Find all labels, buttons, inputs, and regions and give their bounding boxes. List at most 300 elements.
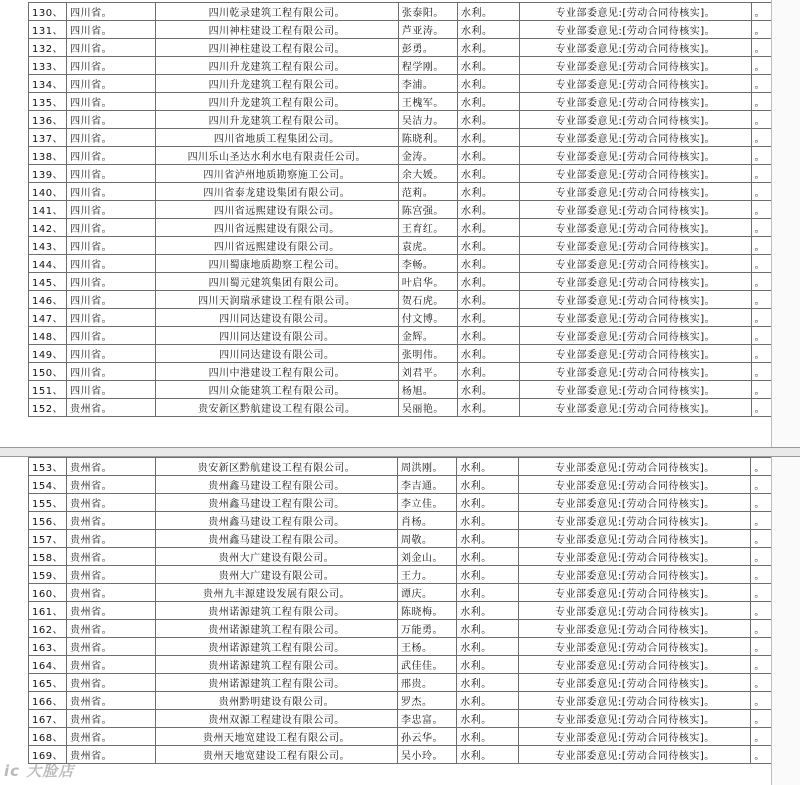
row-number: 155、 [29,494,67,512]
province-cell: 四川省。 [67,363,156,381]
province-cell: 四川省。 [67,57,156,75]
specialty-cell: 水利。 [458,363,520,381]
remark-cell: 。 [751,381,799,399]
province-cell: 四川省。 [67,327,156,345]
table-row [29,147,800,165]
remark-cell: 。 [751,494,800,512]
review-note-cell: 专业部委意见:[劳动合同待核实]。 [520,255,752,273]
remark-cell: 。 [751,291,799,309]
review-note-cell: 专业部委意见:[劳动合同待核实]。 [519,476,751,494]
review-note-cell: 专业部委意见:[劳动合同待核实]。 [520,219,752,237]
company-cell: 贵州天地宽建设工程有限公司。 [156,746,398,764]
remark-cell: 。 [751,548,800,566]
review-note-cell: 专业部委意见:[劳动合同待核实]。 [520,39,752,57]
person-name-cell: 程学刚。 [398,57,457,75]
company-cell: 四川升龙建筑工程有限公司。 [155,111,398,129]
table-row [29,399,800,417]
person-name-cell: 余大媛。 [398,165,457,183]
province-cell: 四川省。 [67,3,156,21]
specialty-cell: 水利。 [457,602,519,620]
table-row [29,728,800,746]
person-name-cell: 陈宫强。 [398,201,457,219]
table-row [29,327,800,345]
company-cell: 贵州鑫马建设工程有限公司。 [156,512,398,530]
row-number: 130、 [29,3,67,21]
remark-cell: 。 [751,237,799,255]
review-note-cell: 专业部委意见:[劳动合同待核实]。 [520,57,752,75]
person-name-cell: 李畅。 [398,255,457,273]
person-name-cell: 李吉通。 [398,476,457,494]
review-note-cell: 专业部委意见:[劳动合同待核实]。 [519,710,751,728]
province-cell: 四川省。 [67,93,156,111]
review-note-cell: 专业部委意见:[劳动合同待核实]。 [519,728,751,746]
row-number: 168、 [29,728,67,746]
table-row [29,345,800,363]
province-cell: 贵州省。 [67,494,156,512]
specialty-cell: 水利。 [457,530,519,548]
person-name-cell: 谭庆。 [398,584,457,602]
province-cell: 四川省。 [67,291,156,309]
province-cell: 贵州省。 [67,584,156,602]
person-name-cell: 张明伟。 [398,345,457,363]
company-cell: 贵州鑫马建设工程有限公司。 [156,476,398,494]
row-number: 167、 [29,710,67,728]
row-number: 166、 [29,692,67,710]
specialty-cell: 水利。 [457,674,519,692]
row-number: 169、 [29,746,67,764]
table-row [29,674,800,692]
remark-cell: 。 [751,201,799,219]
specialty-cell: 水利。 [457,458,519,476]
company-cell: 贵州诺源建筑工程有限公司。 [156,638,398,656]
specialty-cell: 水利。 [457,548,519,566]
table-row [29,710,800,728]
person-name-cell: 贺石虎。 [398,291,457,309]
remark-cell: 。 [751,476,800,494]
review-note-cell: 专业部委意见:[劳动合同待核实]。 [520,93,752,111]
specialty-cell: 水利。 [458,57,520,75]
review-note-cell: 专业部委意见:[劳动合同待核实]。 [520,165,752,183]
specialty-cell: 水利。 [458,201,520,219]
row-number: 148、 [29,327,67,345]
specialty-cell: 水利。 [458,111,520,129]
table-row [29,530,800,548]
person-name-cell: 李忠富。 [398,710,457,728]
province-cell: 贵州省。 [67,602,156,620]
review-note-cell: 专业部委意见:[劳动合同待核实]。 [520,201,752,219]
company-cell: 四川同达建设有限公司。 [155,309,398,327]
table-row [29,363,800,381]
specialty-cell: 水利。 [458,39,520,57]
remark-cell: 。 [751,620,800,638]
remark-cell: 。 [751,111,799,129]
list-table-page-1 [28,2,800,417]
specialty-cell: 水利。 [458,165,520,183]
remark-cell: 。 [751,183,799,201]
review-note-cell: 专业部委意见:[劳动合同待核实]。 [519,656,751,674]
row-number: 137、 [29,129,67,147]
review-note-cell: 专业部委意见:[劳动合同待核实]。 [519,566,751,584]
table-row [29,237,800,255]
remark-cell: 。 [751,327,799,345]
remark-cell: 。 [751,602,800,620]
specialty-cell: 水利。 [458,3,520,21]
table-row [29,309,800,327]
province-cell: 四川省。 [67,237,156,255]
table-row [29,39,800,57]
province-cell: 四川省。 [67,201,156,219]
table-row [29,3,800,21]
company-cell: 四川神柱建设工程有限公司。 [155,39,398,57]
review-note-cell: 专业部委意见:[劳动合同待核实]。 [519,458,751,476]
specialty-cell: 水利。 [458,309,520,327]
company-cell: 四川神柱建设工程有限公司。 [155,21,398,39]
remark-cell: 。 [751,147,799,165]
province-cell: 四川省。 [67,255,156,273]
row-number: 160、 [29,584,67,602]
table-row [29,93,800,111]
company-cell: 贵州双源工程建设有限公司。 [156,710,398,728]
person-name-cell: 邢贵。 [398,674,457,692]
review-note-cell: 专业部委意见:[劳动合同待核实]。 [520,111,752,129]
specialty-cell: 水利。 [458,381,520,399]
company-cell: 贵州大广建设有限公司。 [156,566,398,584]
remark-cell: 。 [751,674,800,692]
row-number: 139、 [29,165,67,183]
remark-cell: 。 [751,21,799,39]
table-row [29,75,800,93]
table-row [29,494,800,512]
company-cell: 四川乾录建筑工程有限公司。 [155,3,398,21]
row-number: 156、 [29,512,67,530]
row-number: 152、 [29,399,67,417]
remark-cell: 。 [751,129,799,147]
specialty-cell: 水利。 [457,494,519,512]
review-note-cell: 专业部委意见:[劳动合同待核实]。 [520,183,752,201]
province-cell: 四川省。 [67,381,156,399]
province-cell: 四川省。 [67,39,156,57]
review-note-cell: 专业部委意见:[劳动合同待核实]。 [520,273,752,291]
person-name-cell: 刘君平。 [398,363,457,381]
review-note-cell: 专业部委意见:[劳动合同待核实]。 [520,129,752,147]
province-cell: 贵州省。 [67,674,156,692]
row-number: 142、 [29,219,67,237]
remark-cell: 。 [751,363,799,381]
row-number: 151、 [29,381,67,399]
table-row [29,255,800,273]
person-name-cell: 王育红。 [398,219,457,237]
province-cell: 四川省。 [67,183,156,201]
company-cell: 贵州黔明建设有限公司。 [156,692,398,710]
row-number: 150、 [29,363,67,381]
specialty-cell: 水利。 [458,273,520,291]
company-cell: 贵州诺源建筑工程有限公司。 [156,620,398,638]
review-note-cell: 专业部委意见:[劳动合同待核实]。 [519,674,751,692]
remark-cell: 。 [751,458,800,476]
row-number: 149、 [29,345,67,363]
company-cell: 四川升龙建筑工程有限公司。 [155,57,398,75]
review-note-cell: 专业部委意见:[劳动合同待核实]。 [520,75,752,93]
company-cell: 四川省泸州地质勘察施工公司。 [155,165,398,183]
specialty-cell: 水利。 [458,345,520,363]
specialty-cell: 水利。 [458,237,520,255]
person-name-cell: 吴小玲。 [398,746,457,764]
specialty-cell: 水利。 [457,746,519,764]
table-row [29,219,800,237]
review-note-cell: 专业部委意见:[劳动合同待核实]。 [519,584,751,602]
review-note-cell: 专业部委意见:[劳动合同待核实]。 [520,147,752,165]
specialty-cell: 水利。 [457,728,519,746]
row-number: 145、 [29,273,67,291]
specialty-cell: 水利。 [458,255,520,273]
row-number: 141、 [29,201,67,219]
table-row [29,273,800,291]
remark-cell: 。 [751,57,799,75]
table-row [29,620,800,638]
specialty-cell: 水利。 [457,512,519,530]
table-row [29,129,800,147]
row-number: 147、 [29,309,67,327]
row-number: 163、 [29,638,67,656]
specialty-cell: 水利。 [458,21,520,39]
table-row [29,476,800,494]
person-name-cell: 金涛。 [398,147,457,165]
remark-cell: 。 [751,746,800,764]
province-cell: 四川省。 [67,111,156,129]
remark-cell: 。 [751,309,799,327]
table-row [29,57,800,75]
remark-cell: 。 [751,273,799,291]
province-cell: 贵州省。 [67,656,156,674]
company-cell: 贵州诺源建筑工程有限公司。 [156,602,398,620]
review-note-cell: 专业部委意见:[劳动合同待核实]。 [520,381,752,399]
table-row [29,165,800,183]
review-note-cell: 专业部委意见:[劳动合同待核实]。 [520,309,752,327]
person-name-cell: 罗杰。 [398,692,457,710]
company-cell: 四川升龙建筑工程有限公司。 [155,93,398,111]
company-cell: 四川省地质工程集团公司。 [155,129,398,147]
review-note-cell: 专业部委意见:[劳动合同待核实]。 [519,746,751,764]
province-cell: 贵州省。 [67,620,156,638]
company-cell: 贵安新区黔航建设工程有限公司。 [155,399,398,417]
person-name-cell: 武佳佳。 [398,656,457,674]
specialty-cell: 水利。 [458,219,520,237]
province-cell: 贵州省。 [67,710,156,728]
province-cell: 四川省。 [67,345,156,363]
table-row [29,21,800,39]
company-cell: 贵安新区黔航建设工程有限公司。 [156,458,398,476]
page-margin-right [771,457,800,785]
table-row [29,548,800,566]
remark-cell: 。 [751,512,800,530]
row-number: 162、 [29,620,67,638]
remark-cell: 。 [751,728,800,746]
province-cell: 贵州省。 [67,746,156,764]
person-name-cell: 陈晓梅。 [398,602,457,620]
table-row [29,512,800,530]
company-cell: 四川省泰龙建设集团有限公司。 [155,183,398,201]
specialty-cell: 水利。 [458,147,520,165]
table-page-2 [0,457,800,785]
table-row [29,602,800,620]
row-number: 133、 [29,57,67,75]
company-cell: 四川省远熙建设有限公司。 [155,237,398,255]
table-row [29,458,800,476]
province-cell: 贵州省。 [67,548,156,566]
specialty-cell: 水利。 [458,129,520,147]
remark-cell: 。 [751,399,799,417]
company-cell: 四川众能建筑工程有限公司。 [155,381,398,399]
review-note-cell: 专业部委意见:[劳动合同待核实]。 [520,363,752,381]
province-cell: 贵州省。 [67,458,156,476]
page-margin-right [771,0,800,447]
person-name-cell: 王槐军。 [398,93,457,111]
province-cell: 贵州省。 [67,728,156,746]
person-name-cell: 范莉。 [398,183,457,201]
review-note-cell: 专业部委意见:[劳动合同待核实]。 [519,602,751,620]
person-name-cell: 芦亚涛。 [398,21,457,39]
row-number: 146、 [29,291,67,309]
province-cell: 贵州省。 [67,566,156,584]
province-cell: 四川省。 [67,219,156,237]
row-number: 132、 [29,39,67,57]
person-name-cell: 叶启华。 [398,273,457,291]
person-name-cell: 袁虎。 [398,237,457,255]
table-row [29,566,800,584]
row-number: 159、 [29,566,67,584]
remark-cell: 。 [751,219,799,237]
specialty-cell: 水利。 [458,399,520,417]
person-name-cell: 周敬。 [398,530,457,548]
table-row [29,638,800,656]
province-cell: 贵州省。 [67,692,156,710]
specialty-cell: 水利。 [457,692,519,710]
specialty-cell: 水利。 [457,584,519,602]
review-note-cell: 专业部委意见:[劳动合同待核实]。 [519,620,751,638]
specialty-cell: 水利。 [457,476,519,494]
remark-cell: 。 [751,345,799,363]
specialty-cell: 水利。 [457,566,519,584]
review-note-cell: 专业部委意见:[劳动合同待核实]。 [520,21,752,39]
company-cell: 四川升龙建筑工程有限公司。 [155,75,398,93]
remark-cell: 。 [751,165,799,183]
row-number: 157、 [29,530,67,548]
review-note-cell: 专业部委意见:[劳动合同待核实]。 [520,237,752,255]
specialty-cell: 水利。 [457,620,519,638]
review-note-cell: 专业部委意见:[劳动合同待核实]。 [520,291,752,309]
province-cell: 四川省。 [67,21,156,39]
remark-cell: 。 [751,566,800,584]
row-number: 158、 [29,548,67,566]
row-number: 134、 [29,75,67,93]
person-name-cell: 付文博。 [398,309,457,327]
person-name-cell: 张泰阳。 [398,3,457,21]
review-note-cell: 专业部委意见:[劳动合同待核实]。 [519,530,751,548]
province-cell: 贵州省。 [67,476,156,494]
person-name-cell: 王杨。 [398,638,457,656]
specialty-cell: 水利。 [458,93,520,111]
province-cell: 四川省。 [67,129,156,147]
table-row [29,381,800,399]
person-name-cell: 李立佳。 [398,494,457,512]
page-break [0,447,800,457]
province-cell: 四川省。 [67,309,156,327]
remark-cell: 。 [751,93,799,111]
remark-cell: 。 [751,3,799,21]
province-cell: 四川省。 [67,273,156,291]
review-note-cell: 专业部委意见:[劳动合同待核实]。 [520,399,752,417]
review-note-cell: 专业部委意见:[劳动合同待核实]。 [520,3,752,21]
row-number: 140、 [29,183,67,201]
company-cell: 贵州九丰源建设发展有限公司。 [156,584,398,602]
province-cell: 贵州省。 [67,638,156,656]
remark-cell: 。 [751,584,800,602]
table-row [29,201,800,219]
province-cell: 四川省。 [67,75,156,93]
row-number: 165、 [29,674,67,692]
company-cell: 贵州天地宽建设工程有限公司。 [156,728,398,746]
province-cell: 贵州省。 [67,399,156,417]
company-cell: 四川乐山圣达水利水电有限责任公司。 [155,147,398,165]
remark-cell: 。 [751,638,800,656]
watermark-logo: ic 大脸店 [4,762,75,780]
company-cell: 四川省远熙建设有限公司。 [155,201,398,219]
review-note-cell: 专业部委意见:[劳动合同待核实]。 [519,512,751,530]
table-row [29,111,800,129]
row-number: 135、 [29,93,67,111]
remark-cell: 。 [751,656,800,674]
row-number: 164、 [29,656,67,674]
province-cell: 贵州省。 [67,530,156,548]
remark-cell: 。 [751,692,800,710]
person-name-cell: 李浦。 [398,75,457,93]
specialty-cell: 水利。 [457,656,519,674]
company-cell: 四川中港建设工程有限公司。 [155,363,398,381]
specialty-cell: 水利。 [458,183,520,201]
specialty-cell: 水利。 [458,75,520,93]
person-name-cell: 吴丽艳。 [398,399,457,417]
person-name-cell: 金辉。 [398,327,457,345]
table-row [29,746,800,764]
row-number: 153、 [29,458,67,476]
province-cell: 贵州省。 [67,512,156,530]
person-name-cell: 杨旭。 [398,381,457,399]
company-cell: 四川同达建设有限公司。 [155,327,398,345]
company-cell: 贵州鑫马建设工程有限公司。 [156,494,398,512]
table-row [29,584,800,602]
remark-cell: 。 [751,530,800,548]
row-number: 143、 [29,237,67,255]
specialty-cell: 水利。 [457,638,519,656]
row-number: 131、 [29,21,67,39]
company-cell: 四川同达建设有限公司。 [155,345,398,363]
province-cell: 四川省。 [67,147,156,165]
person-name-cell: 肖杨。 [398,512,457,530]
person-name-cell: 孙云华。 [398,728,457,746]
review-note-cell: 专业部委意见:[劳动合同待核实]。 [520,345,752,363]
review-note-cell: 专业部委意见:[劳动合同待核实]。 [519,692,751,710]
person-name-cell: 陈晓利。 [398,129,457,147]
row-number: 138、 [29,147,67,165]
table-row [29,291,800,309]
company-cell: 四川蜀康地质勘察工程公司。 [155,255,398,273]
company-cell: 四川蜀元建筑集团有限公司。 [155,273,398,291]
person-name-cell: 刘金山。 [398,548,457,566]
company-cell: 贵州大广建设有限公司。 [156,548,398,566]
row-number: 136、 [29,111,67,129]
row-number: 161、 [29,602,67,620]
review-note-cell: 专业部委意见:[劳动合同待核实]。 [520,327,752,345]
